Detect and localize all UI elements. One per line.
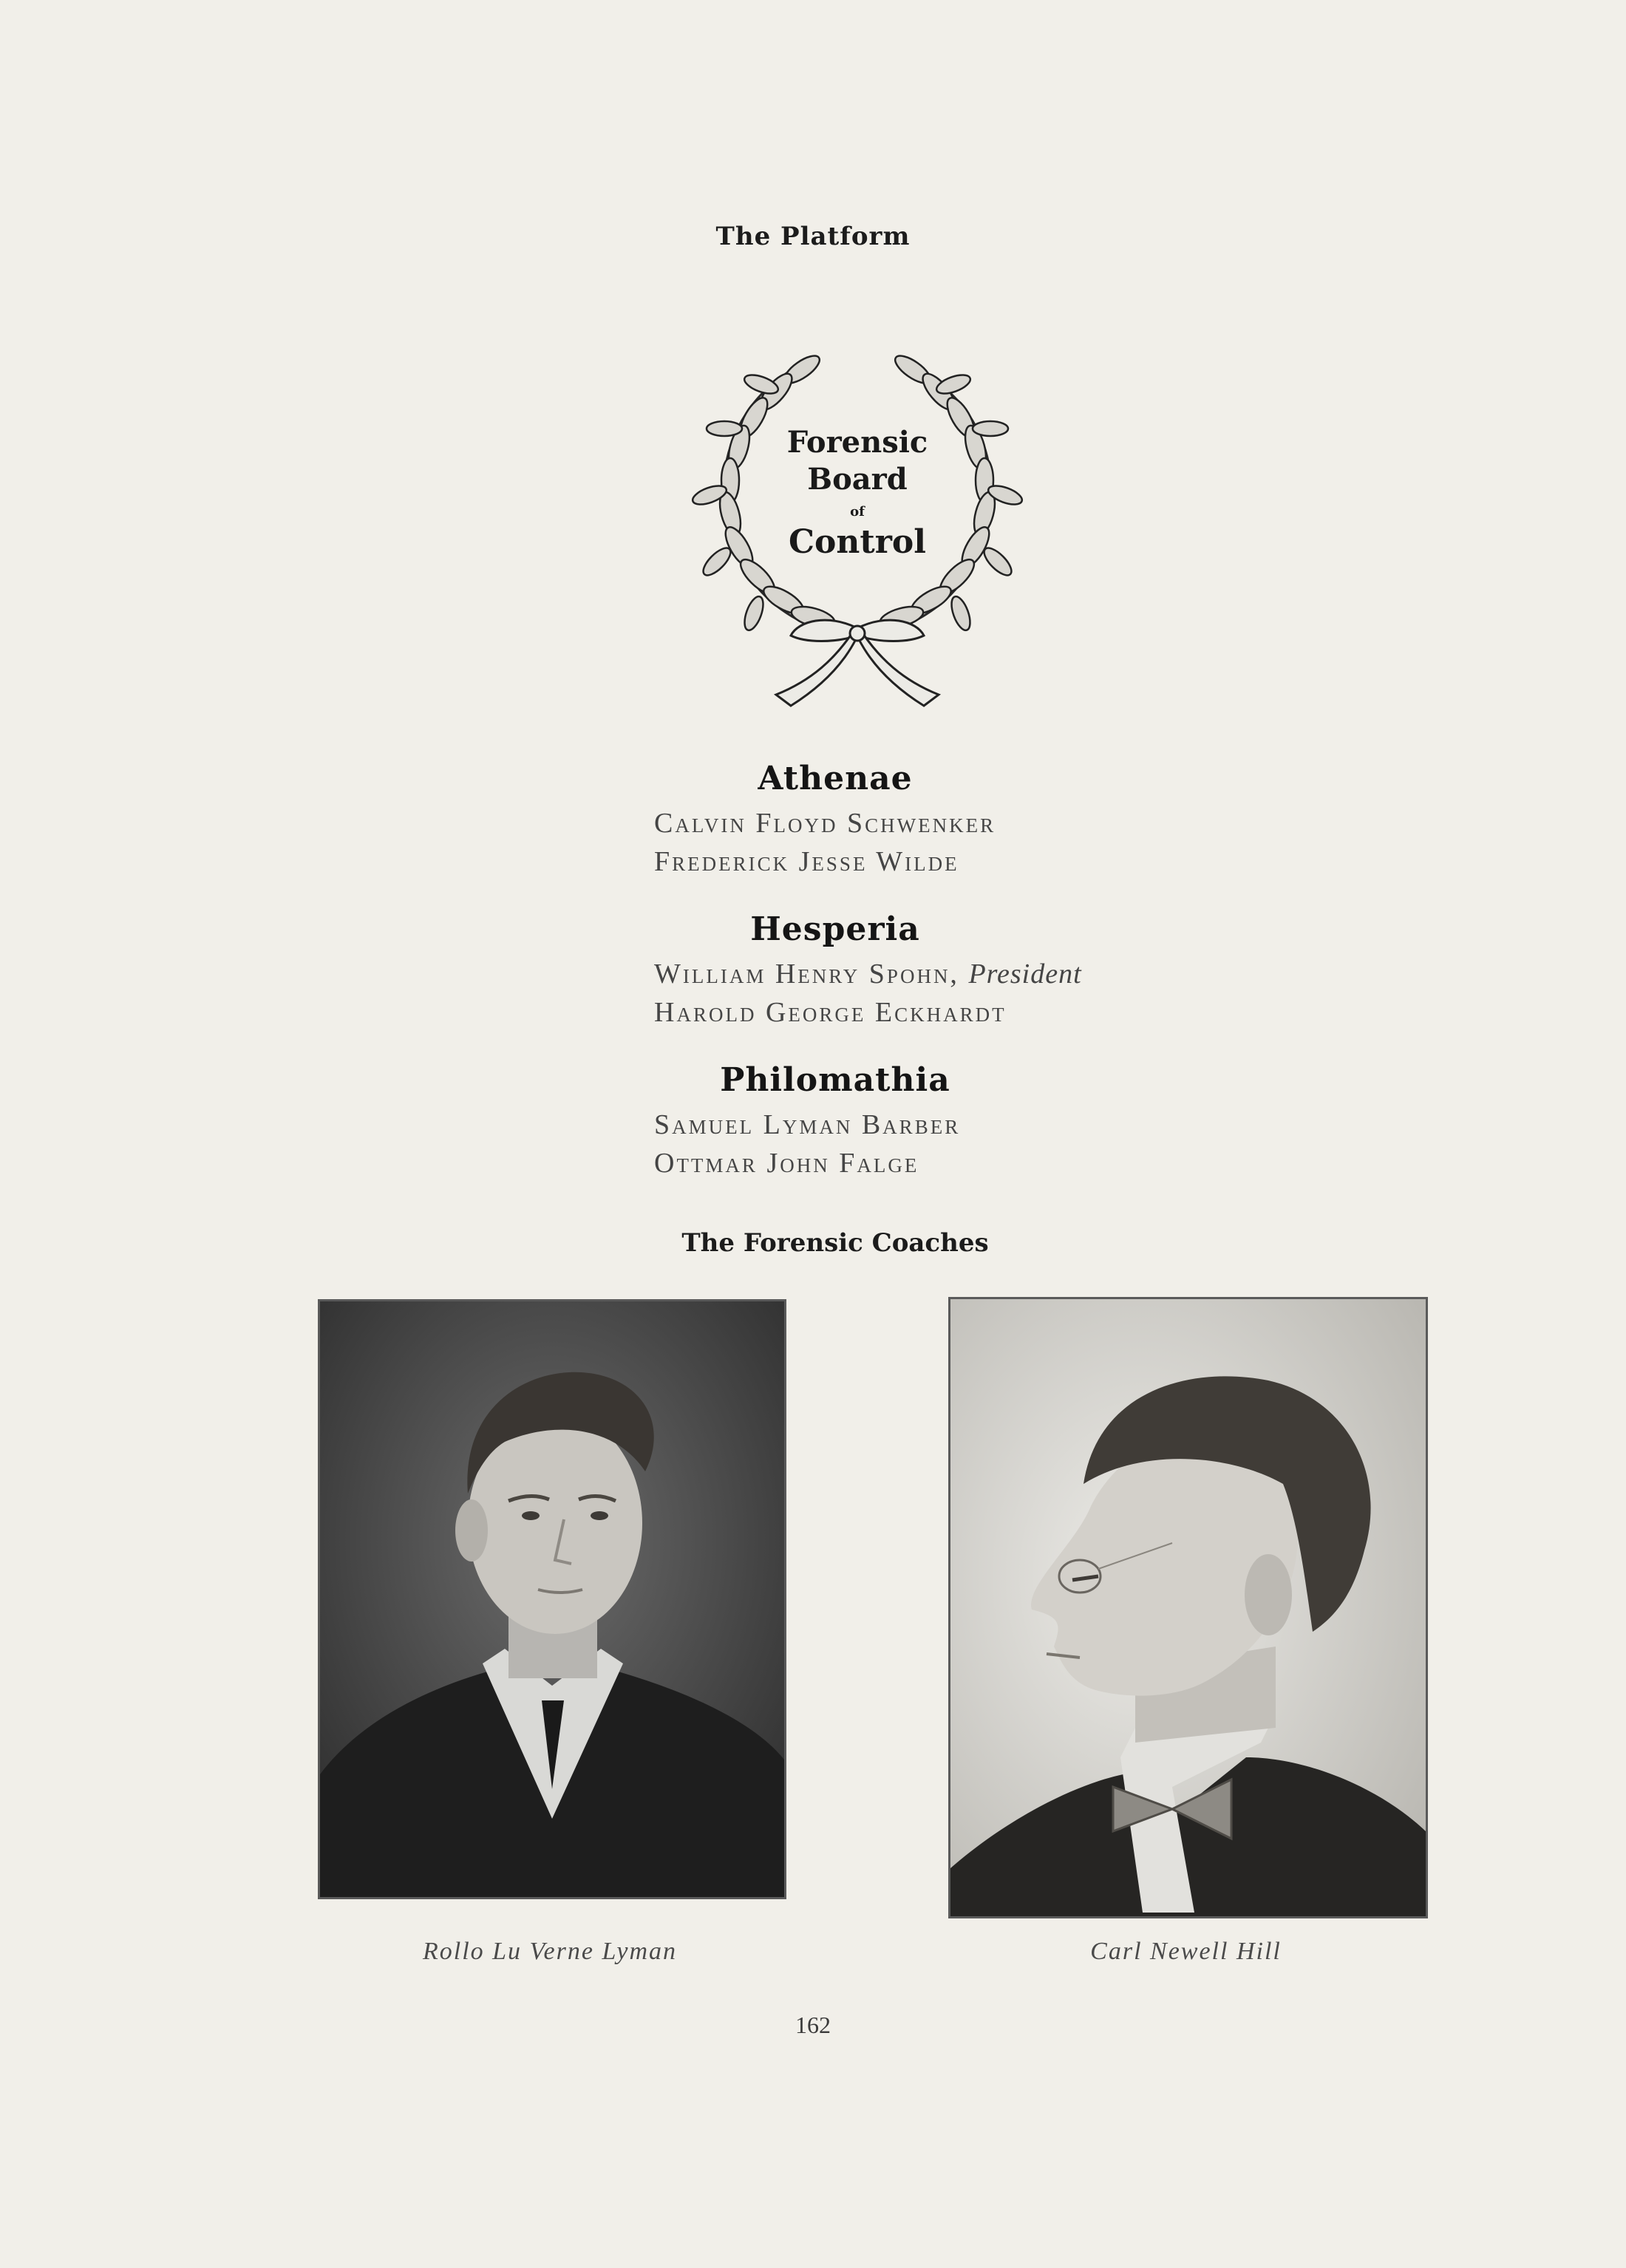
society-name: Philomathia [720, 1061, 950, 1099]
member-name: Ottmar John Falge [654, 1148, 919, 1179]
emblem-line-of: of [850, 504, 865, 520]
society-athenae [0, 760, 1626, 797]
society-name: Hesperia [750, 910, 920, 948]
member-role: President [968, 958, 1082, 990]
society-hesperia [0, 910, 1626, 948]
coaches-heading: The Forensic Coaches [681, 1228, 989, 1258]
member-name: Harold George Eckhardt [654, 997, 1007, 1028]
portrait-photo-hill [948, 1297, 1428, 1918]
member-name: William Henry Spohn, President [654, 958, 1082, 990]
emblem-line-control: Control [789, 523, 926, 561]
portrait-icon [950, 1299, 1426, 1916]
photo-caption-lyman: Rollo Lu Verne Lyman [422, 1938, 678, 1965]
member-name: Samuel Lyman Barber [654, 1109, 961, 1140]
emblem-line-forensic: Forensic [786, 425, 928, 460]
member-name: Frederick Jesse Wilde [654, 846, 959, 877]
society-name: Athenae [758, 760, 913, 797]
portrait-photo-lyman [318, 1299, 786, 1899]
photo-caption-hill: Carl Newell Hill [1090, 1938, 1282, 1965]
page-number: 162 [795, 2012, 831, 2038]
society-philomathia [0, 1061, 1626, 1099]
member-name: Calvin Floyd Schwenker [654, 808, 996, 839]
forensic-board-wreath-emblem [680, 340, 1035, 724]
portrait-icon [320, 1301, 784, 1897]
running-head: The Platform [715, 222, 911, 251]
emblem-line-board: Board [807, 462, 908, 497]
